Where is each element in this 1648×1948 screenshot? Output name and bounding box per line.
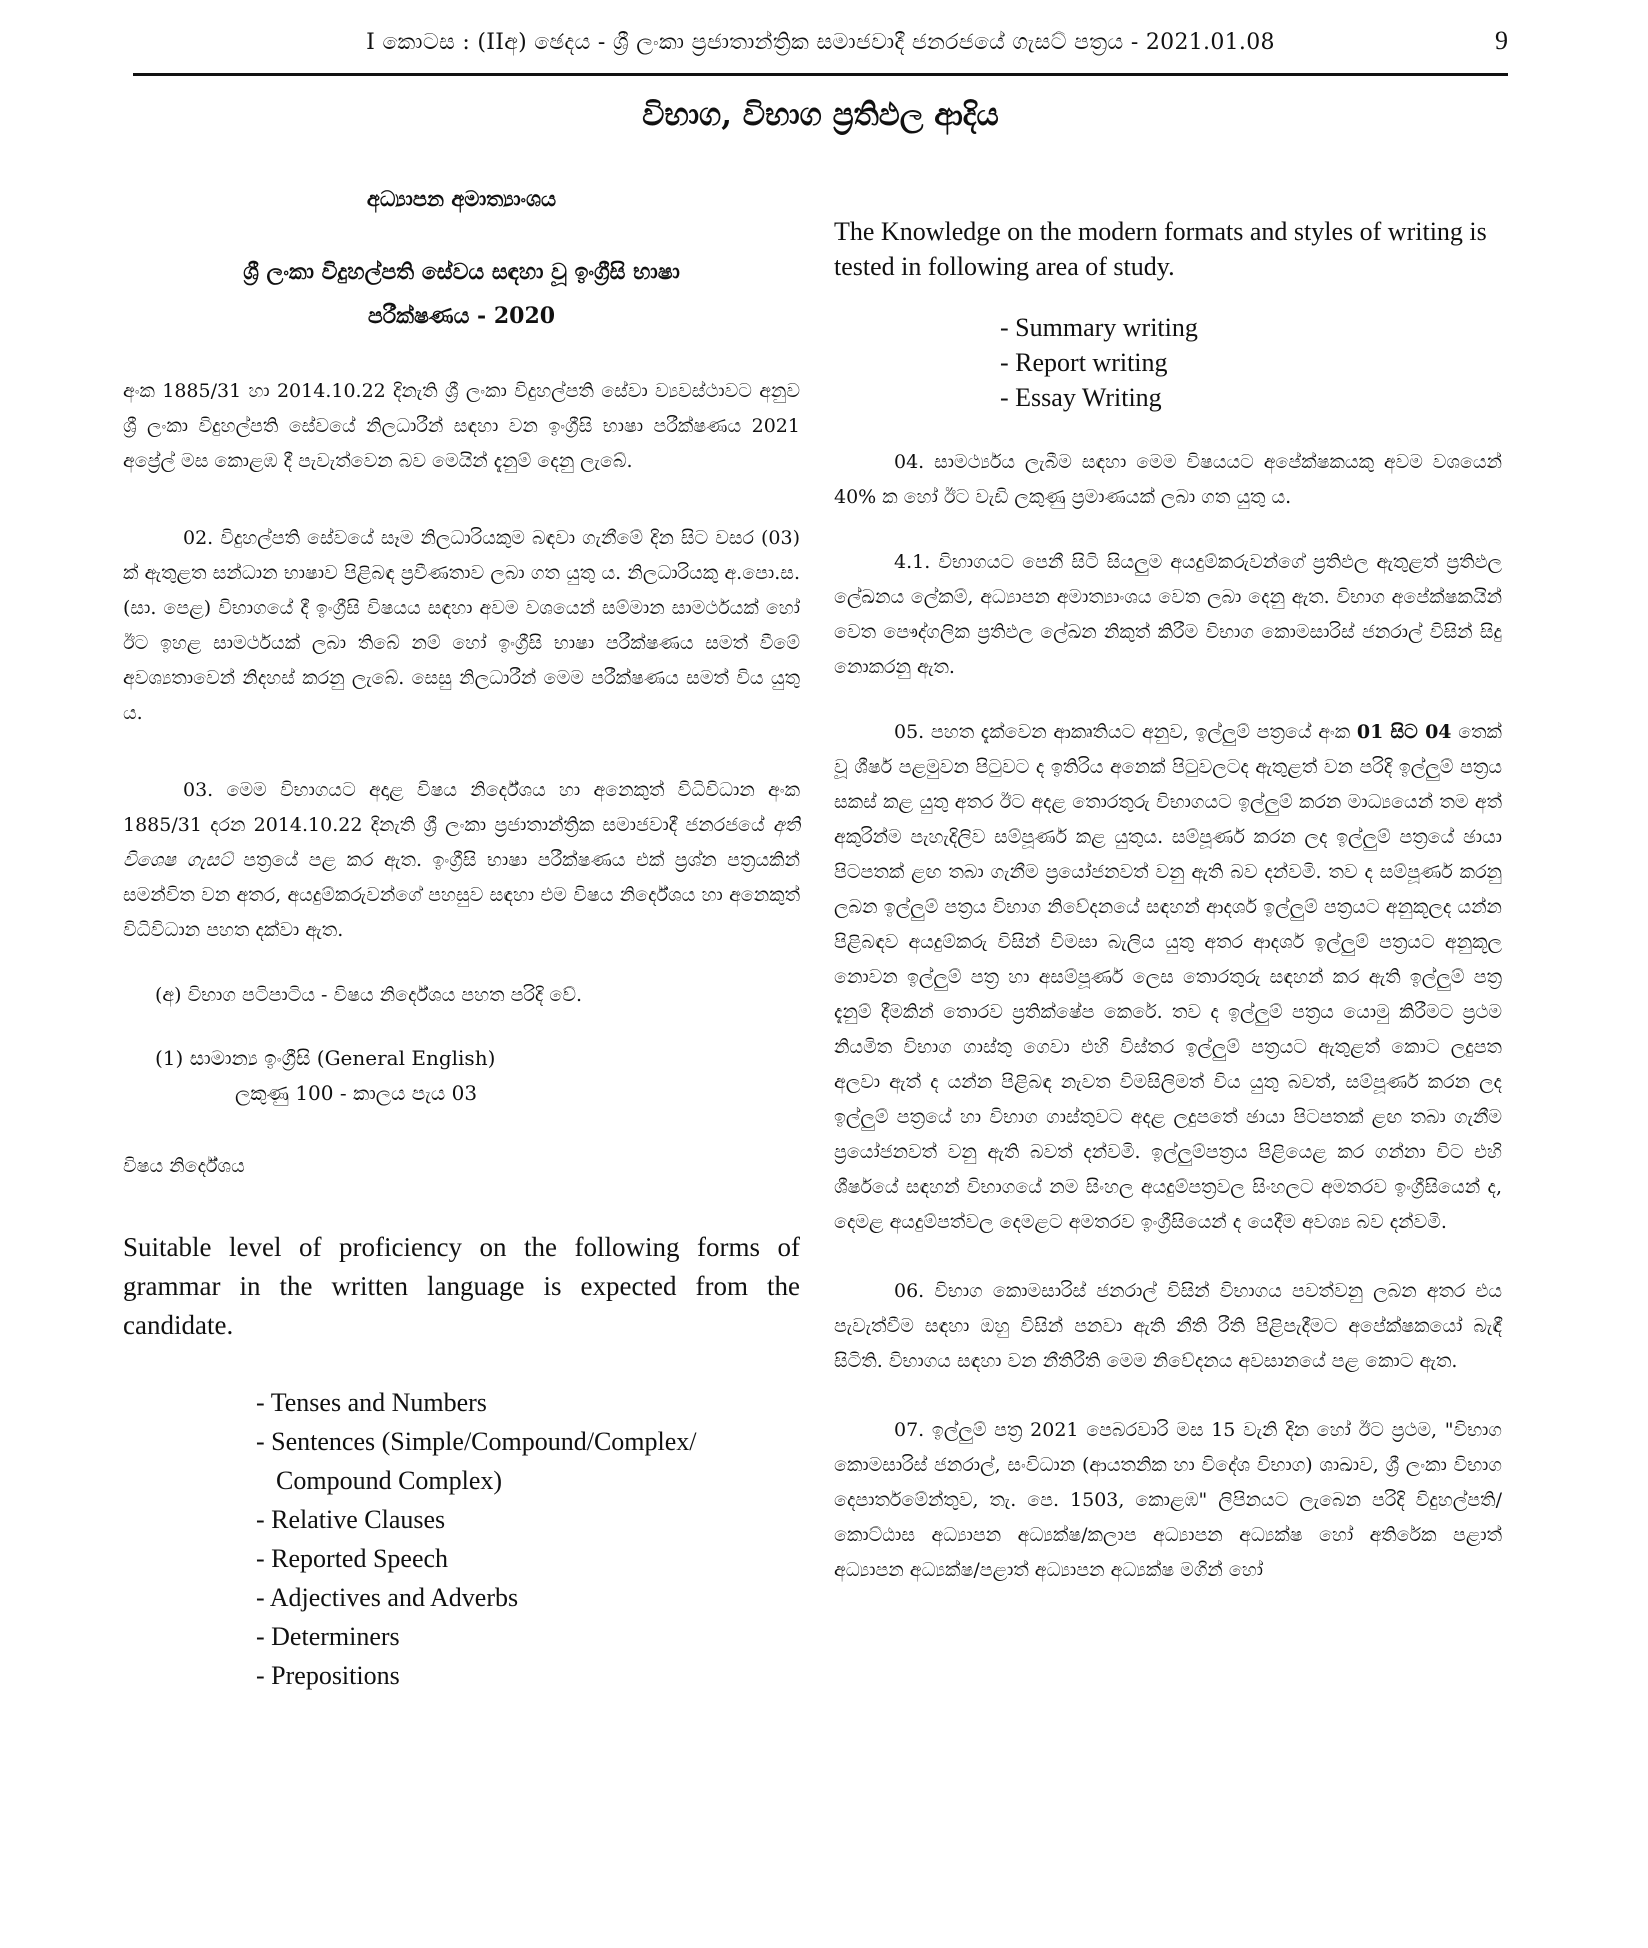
running-title: I කොටස : (IIඅ) ඡෙදය - ශ්‍රී ලංකා ප්‍රජාතාන්ත්‍රික සමාජවාදී ජනරජයේ ගැසට් පත්‍රය - 2021.01.08 xyxy=(366,30,1275,55)
list-item: - Essay Writing xyxy=(1000,383,1162,412)
ministry-name: අධ්‍යාපන අමාත්‍යාංශය xyxy=(366,186,557,211)
running-header xyxy=(133,26,1508,74)
list-item: - Prepositions xyxy=(256,1661,400,1690)
exam-title-line-2: පරීක්ෂණය - 2020 xyxy=(367,303,556,329)
paragraph-06: 06. විභාග කොමසාරිස් ජනරාල් විසින් විභාගය පවත්වනු ලබන අතර එය පැවැත්වීම සඳහා ඔහු විසින් පනවා ඇති නීති රීති පිළිපැදීමට අපේක්ෂකයෝ බැඳී සිටිති. විභාගය සඳහා වන නීතිරීති මෙම නිවේදනය අවසානයේ පළ කොට ඇත. xyxy=(834,1280,1502,1372)
writing-list xyxy=(834,310,1502,415)
paragraph-03-italic: අති විශෙෂ ගැසට් xyxy=(123,814,800,871)
section-title: විභාග, විභාග ප්‍රතිඵල ආදිය xyxy=(642,97,999,133)
paragraph-02: 02. විදුහල්පති සේවයේ සෑම නිලධාරියකුම බඳවා ගැනීමේ දින සිට වසර (03) ක් ඇතුළත සන්ධාන භාෂාව පිළිබඳ ප්‍රවීණතාව ලබා ගත යුතු ය. නිලධාරියකු අ.පො.ස. (සා. පෙළ) විභාගයේ දී ඉංග්‍රීසි විෂයය සඳහා අවම වශයෙන් සම්මාන සාමර්ථයක් හෝ ඊට ඉහළ සාමර්ථයක් ලබා තිබේ නම් හෝ ඉංග්‍රීසි භාෂා පරීක්ෂණය සමත් වීමේ අවශ්‍යතාවෙන් නිදහස් කරනු ලැබේ. සෙසු නිලධාරීන් මෙම පරීක්ෂණය සමත් විය යුතු ය. xyxy=(123,527,800,724)
paper-info xyxy=(123,1041,800,1111)
paragraph-03-part-1: 03. මෙම විභාගයට අදාළ විෂය නිර්දේශය හා අනෙකුත් විධිවිධාන අංක 1885/31 දරන 2014.10.22 දිනැති ශ්‍රී ලංකා ප්‍රජාතාන්ත්‍රික සමාජවාදී ජනරජයේ xyxy=(123,779,800,836)
grammar-list xyxy=(123,1383,800,1695)
list-item: - Sentences (Simple/Compound/Complex/ xyxy=(256,1427,697,1456)
list-item: - Summary writing xyxy=(1000,313,1198,342)
english-proficiency-paragraph: Suitable level of proficiency on the following forms of grammar in the written language is expected from the candidate. xyxy=(123,1232,800,1340)
subsection-a: (අ) විභාග පටිපාටිය - විෂය නිර්දේශය පහත පරිදි වේ. xyxy=(155,984,583,1006)
list-item: Compound Complex) xyxy=(276,1466,503,1495)
header-divider xyxy=(133,73,1508,76)
paragraph-05 xyxy=(834,715,1502,1240)
paragraph-04: 04. සාමර්ථ්‍යය ලැබීම සඳහා මෙම විෂයයට අපේක්ෂකයකු අවම වශයෙන් 40% ක හෝ ඊට වැඩි ලකුණු ප්‍රමාණයක් ලබා ගත යුතු ය. xyxy=(834,451,1502,508)
right-column xyxy=(834,170,1502,1588)
paragraph-4-1: 4.1. විභාගයට පෙනී සිටි සියලුම අයදුම්කරුවන්ගේ ප්‍රතිඵල ඇතුළත් ප්‍රතිඵල ලේඛනය ලේකම්, අධ්‍යාපන අමාත්‍යාංශය වෙත ලබා දෙනු ඇත. විභාග අපේක්ෂකයින් වෙත පෞද්ගලික ප්‍රතිඵල ලේඛන නිකුත් කිරීම විභාග කොමසාරිස් ජනරාල් විසින් සිදු නොකරනු ඇත. xyxy=(834,551,1502,678)
paragraph-03-part-2: පත්‍රයේ පළ කර ඇත. ඉංග්‍රීසි භාෂා පරීක්ෂණය එක් ප්‍රශ්න පත්‍රයකින් සමන්විත වන අතර, අයදුම්කරුවන්ගේ පහසුව සඳහා එම විෂය නිර්දේශය හා අනෙකුත් විධිවිධාන පහත දක්වා ඇත. xyxy=(123,849,800,941)
list-item: - Relative Clauses xyxy=(256,1505,446,1534)
paragraph-03 xyxy=(123,773,800,948)
paragraph-05-part-2: තෙක් වූ ශීර්ෂ පළමුවන පිටුවට ද ඉතිරිය අනෙක් පිටුවලටද ඇතුළත් වන පරිදි ඉල්ලුම් පත්‍රය සකස් කළ යුතු අතර ඊට අදළ තොරතුරු විභාගයට ඉල්ලුම් කරන මාධ්‍යයෙන් තම අත් අකුරින්ම පැහැදිලිව සම්පූර්ණ කළ යුතුය. සම්පූර්ණ කරන ලද ඉල්ලුම් පත්‍රයේ ඡායා පිටපතක් ළඟ තබා ගැනීම ප්‍රයෝජනවත් වනු ඇති බව දන්වමි. තව ද සම්පූර්ණ කරනු ලබන ඉල්ලුම් පත්‍රය විභාග නිවේදනයේ සඳහන් ආදර්ශ ඉල්ලුම් පත්‍රයට අනුකූලද යන්න පිළිබඳව අයදුම්කරු විසින් විමසා බැලිය යුතු අතර ආදර්ශ ඉල්ලුම් පත්‍රයට අනුකූල නොවන ඉල්ලුම් පත්‍ර හා අසම්පූර්ණ ලෙස තොරතුරු සඳහන් කර ඇති ඉල්ලුම් පත්‍ර දැනුම් දීමකින් තොරව ප්‍රතික්ෂේප කෙරේ. තව ද ඉල්ලුම් පත්‍රය යොමු කිරීමට ප්‍රථම නියමිත විභාග ගාස්තු ගෙවා එහි විස්තර ඉල්ලුම් පත්‍රයට ඇතුළත් කොට ලදුපත අලවා ඇත් ද යන්න පිළිබඳ නැවත විමසිලිමත් විය යුතු බවත්, සම්පූර්ණ කරන ලද ඉල්ලුම් පත්‍රයේ හා විභාග ගාස්තුවට අදළ ලදුපතේ ඡායා පිටපතක් ළඟ තබා ගැනීම ප්‍රයෝජනවත් වනු ඇති බවත් දන්වමි. ඉල්ලුම්පත්‍රය පිළියෙළ කර ගන්නා විට එහි ශීර්ෂයේ සඳහන් විභාගයේ නම සිංහල අයදුම්පත්‍රවල සිංහලට අමතරව ඉංග්‍රීසියෙන් ද, දෙමළ අයදුම්පත්වල දෙමළට අමතරව ඉංග්‍රීසියෙන් ද යෙදීම අවශ්‍ය බව දන්වමි. xyxy=(834,721,1502,1233)
list-item: - Adjectives and Adverbs xyxy=(256,1583,519,1612)
list-item: - Tenses and Numbers xyxy=(256,1388,487,1417)
paragraph-05-bold: 01 සිට 04 xyxy=(1356,721,1452,743)
paragraph-intro: අංක 1885/31 හා 2014.10.22 දිනැති ශ්‍රී ලංකා විදුහල්පති සේවා ව්‍යවස්ථාවට අනුව ශ්‍රී ලංකා විදුහල්පති සේවයේ නිලධාරීන් සඳහා වන ඉංග්‍රීසි භාෂා පරීක්ෂණය 2021 අප්‍රේල් මස කොළඹ දී පැවැත්වෙන බව මෙයින් දැනුම් දෙනු ලැබේ. xyxy=(123,380,800,472)
page-number: 9 xyxy=(1495,26,1508,55)
left-column xyxy=(123,170,800,1695)
list-item: - Reported Speech xyxy=(256,1544,449,1573)
exam-title-line-1: ශ්‍රී ලංකා විදුහල්පති සේවය සඳහා වූ ඉංග්‍රීසි භාෂා xyxy=(243,259,680,285)
list-item: - Report writing xyxy=(1000,348,1168,377)
paper-line-1: (1) සාමාන්‍ය ඉංග්‍රීසි (General English) xyxy=(155,1046,496,1070)
paragraph-07: 07. ඉල්ලුම් පත්‍ර 2021 පෙබරවාරි මස 15 වැනි දින හෝ ඊට ප්‍රථම, "විභාග කොමසාරිස් ජනරාල්, සංවිධාන (ආයතනික හා විදේශ විභාග) ශාඛාව, ශ්‍රී ලංකා විභාග දෙපාර්තමේන්තුව, තැ. පෙ. 1503, කොළඹ" ලිපිනයට ලැබෙන පරිදි විදුහල්පති/කොට්ඨාස අධ්‍යාපන අධ්‍යක්ෂ/කලාප අධ්‍යාපන අධ්‍යක්ෂ හෝ අතිරේක පළාත් අධ්‍යාපන අධ්‍යක්ෂ/පළාත් අධ්‍යාපන අධ්‍යක්ෂ මගින් හෝ xyxy=(834,1419,1502,1581)
paper-line-2: ලකුණු 100 - කාලය පැය 03 xyxy=(235,1081,478,1105)
exam-title xyxy=(123,250,800,338)
list-item: - Determiners xyxy=(256,1622,400,1651)
syllabus-heading: විෂය නිර්දේශය xyxy=(123,1155,245,1177)
paragraph-05-part-1: 05. පහත දැක්වෙන ආකෘතියට අනුව, ඉල්ලුම් පත්‍රයේ අංක xyxy=(894,721,1357,743)
english-writing-intro: The Knowledge on the modern formats and styles of writing is tested in following area of study. xyxy=(834,217,1487,281)
